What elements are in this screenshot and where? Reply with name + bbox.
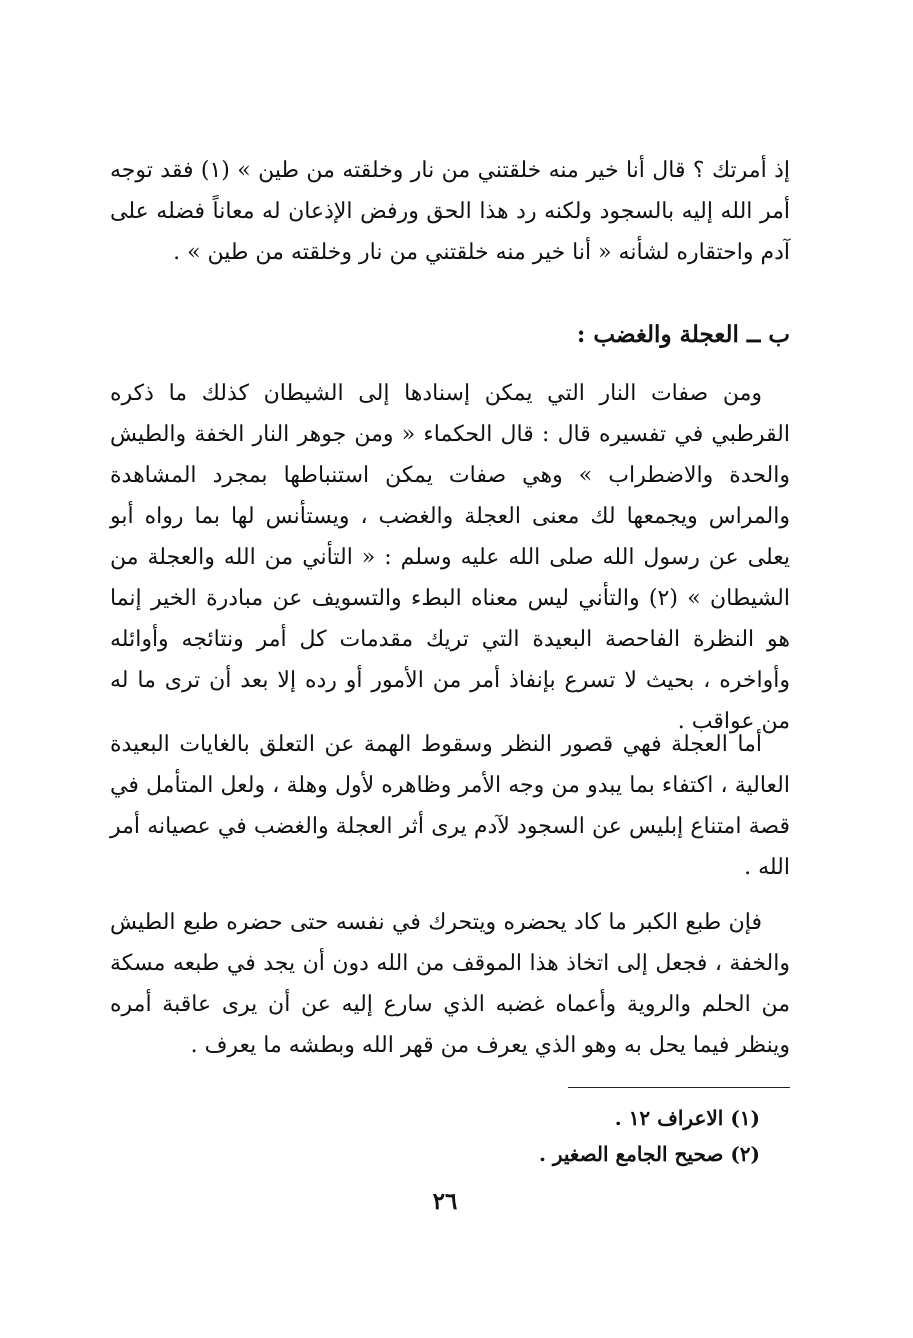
paragraph-1: إذ أمرتك ؟ قال أنا خير منه خلقتني من نار وخلقته من طين » (١) فقد توجه أمر الله إليه بالسجود ولكنه رد هذا الحق ورفض الإذعان له معاناً فضله على آدم واحتقاره لشأنه « أنا خير منه خلقتني من نار وخلقته من طين » .: [110, 158, 790, 265]
paragraph-3: أما العجلة فهي قصور النظر وسقوط الهمة عن التعلق بالغايات البعيدة العالية ، اكتفاء بما يبدو من وجه الأمر وظاهره لأول وهلة ، ولعل المتأمل في قصة امتناع إبليس عن السجود لآدم يرى أثر العجلة والغضب في عصيانه أمر الله .: [110, 732, 790, 880]
paragraph-2: ومن صفات النار التي يمكن إسنادها إلى الشيطان كذلك ما ذكره القرطبي في تفسيره قال : قال الحكماء « ومن جوهر النار الخفة والطيش والحدة والاضطراب » وهي صفات يمكن استنباطها بمجرد المشاهدة والمراس ويجمعها لك معنى العجلة والغضب ، ويستأنس لها بما رواه أبو يعلى عن رسول الله صلى الله عليه وسلم : « التأني من الله والعجلة من الشيطان » (٢) والتأني ليس معناه البطء والتسويف عن مبادرة الخير إنما هو النظرة الفاحصة البعيدة التي تريك مقدمات كل أمر ونتائجه وأوائله وأواخره ، بحيث لا تسرع بإنفاذ أمر من الأمور أو رده إلا بعد أن ترى ما له من عواقب .: [110, 381, 790, 734]
footnotes: [420, 1100, 760, 1172]
paragraph-4: فإن طبع الكبر ما كاد يحضره ويتحرك في نفسه حتى حضره طبع الطيش والخفة ، فجعل إلى اتخاذ هذا الموقف من الله دون أن يجد في طبعه مسكة من الحلم والروية وأعماه غضبه الذي سارع إليه عن أن يرى عاقبة أمره وينظر فيما يحل به وهو الذي يعرف من قهر الله وبطشه ما يعرف .: [110, 910, 790, 1058]
page-number: ٢٦: [432, 1188, 458, 1215]
section-heading: ب ــ العجلة والغضب :: [576, 321, 790, 348]
footnote-2: (٢) صحيح الجامع الصغير .: [538, 1142, 760, 1166]
footnote-divider: [568, 1087, 790, 1088]
footnote-1: (١) الاعراف ١٢ .: [614, 1106, 760, 1130]
